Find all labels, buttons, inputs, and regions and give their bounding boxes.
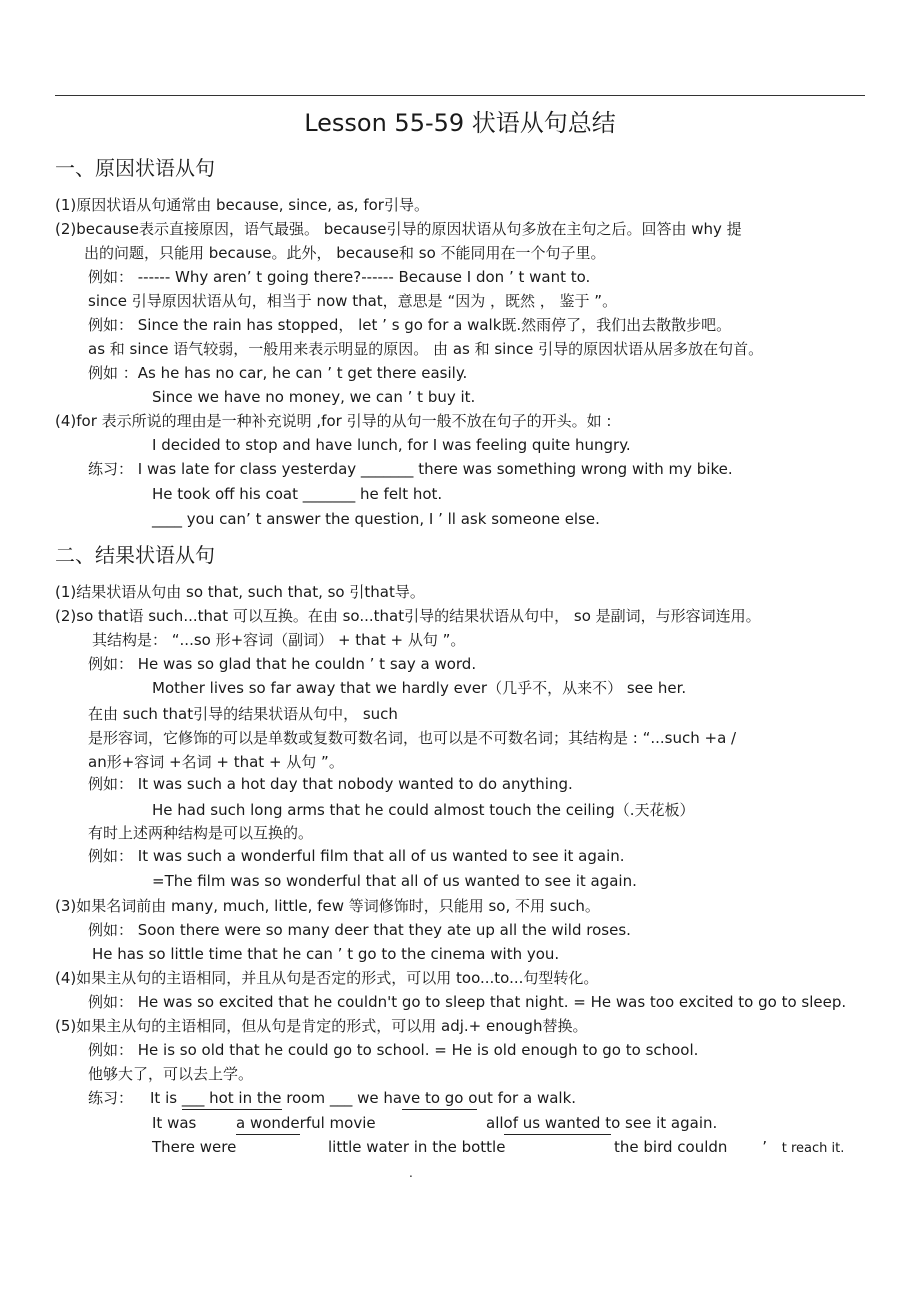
text-line: =The film was so wonderful that all of us wanted to see it again. — [152, 872, 637, 890]
section-heading-result: 二、结果状语从句 — [55, 543, 215, 567]
q1-part: It is — [150, 1089, 182, 1107]
q2-blank: a wonde — [236, 1112, 300, 1135]
q2-part: rful movie — [299, 1114, 376, 1132]
q3-part: t reach it. — [781, 1141, 845, 1156]
text-line: I decided to stop and have lunch, for I was feeling quite hungry. — [152, 436, 631, 454]
text-line: 是形容词，它修饰的可以是单数或复数可数名词，也可以是不可数名词；其结构是 : “...such +a / — [88, 729, 737, 747]
exercise-line: ____ you can’ t answer the question, I ’ ll ask someone else. — [152, 510, 600, 528]
q1-part: ut for a walk. — [477, 1089, 577, 1107]
q2-part: all — [486, 1114, 504, 1132]
text-line: 例如： He was so glad that he couldn ’ t say a word. — [88, 655, 477, 673]
q1-blank: ___ hot in the — [182, 1087, 282, 1110]
exercise-q3-start: There were — [152, 1138, 237, 1156]
text-line: 例如： It was such a hot day that nobody wanted to do anything. — [88, 775, 573, 793]
text-line: 例如： Since the rain has stopped， let ’ s go for a walk既.然雨停了，我们出去散散步吧。 — [88, 316, 732, 334]
exercise-q3-end — [614, 1136, 844, 1160]
q3-part: the bird couldn — [614, 1138, 728, 1156]
q2-blank: of us wanted t — [504, 1112, 612, 1135]
text-line: since 引导原因状语从句，相当于 now that，意思是 “因为 ，既然 ， 鉴于 ”。 — [88, 292, 618, 310]
text-line: 例如： ------ Why aren’ t going there?------ Because I don ’ t want to. — [88, 268, 591, 286]
text-line: Since we have no money, we can ’ t buy it. — [152, 388, 476, 406]
text-line: (4)for 表示所说的理由是一种补充说明 ,for 引导的从句一般不放在句子的开头。如 : — [55, 412, 612, 430]
exercise-q2-end — [486, 1112, 717, 1135]
exercise-line: 练习： I was late for class yesterday _______ there was something wrong with my bike. — [88, 460, 733, 478]
q2-part: o see it again. — [611, 1114, 718, 1132]
text-line: (4)如果主从句的主语相同，并且从句是否定的形式，可以用 too...to...句型转化。 — [55, 969, 599, 987]
text-line: an形+容词 +名词 + that + 从句 ”。 — [88, 753, 344, 771]
q1-blank: ve to go o — [402, 1087, 477, 1110]
top-rule — [55, 95, 865, 96]
text-line: Mother lives so far away that we hardly ever（几乎不，从来不） see her. — [152, 679, 687, 697]
footer-dot: . — [409, 1166, 413, 1180]
exercise-q3-middle: little water in the bottle — [328, 1138, 506, 1156]
text-line: 他够大了，可以去上学。 — [88, 1065, 254, 1083]
text-line: 在由 such that引导的结果状语从句中， such — [88, 705, 398, 723]
text-line: 例如： He is so old that he could go to school. = He is old enough to go to school. — [88, 1041, 699, 1059]
section-heading-cause: 一、原因状语从句 — [55, 156, 215, 180]
text-line: 有时上述两种结构是可以互换的。 — [88, 824, 314, 842]
page-title: Lesson 55-59 状语从句总结 — [304, 109, 616, 137]
exercise-q1 — [150, 1087, 576, 1110]
exercise-q2-middle — [236, 1112, 376, 1135]
text-line: 例如： It was such a wonderful film that all of us wanted to see it again. — [88, 847, 625, 865]
text-line: He has so little time that he can ’ t go to the cinema with you. — [92, 945, 560, 963]
text-line: 出的问题，只能用 because。此外， because和 so 不能同用在一个句子里。 — [84, 244, 606, 262]
text-line: as 和 since 语气较弱，一般用来表示明显的原因。 由 as 和 since 引导的原因状语从居多放在句首。 — [88, 340, 764, 358]
exercise-line: He took off his coat _______ he felt hot. — [152, 485, 443, 503]
text-line: (2)because表示直接原因，语气最强。 because引导的原因状语从句多放在主句之后。回答由 why 提 — [55, 220, 742, 238]
text-line: He had such long arms that he could almost touch the ceiling（.天花板） — [152, 801, 695, 819]
exercise-label: 练习： — [88, 1089, 134, 1107]
text-line: 例如 ：As he has no car, he can ’ t get there easily. — [88, 364, 468, 382]
text-line: 例如： Soon there were so many deer that they ate up all the wild roses. — [88, 921, 631, 939]
text-line: (2)so that语 such...that 可以互换。在由 so...that引导的结果状语从句中， so 是副词，与形容词连用。 — [55, 607, 761, 625]
text-line: 例如： He was so excited that he couldn't go to sleep that night. = He was too excited to go to sleep. — [88, 993, 847, 1011]
q1-part: room ___ we ha — [281, 1089, 403, 1107]
q2-part: It was — [152, 1114, 197, 1132]
text-line: (3)如果名词前由 many, much, little, few 等词修饰时，只能用 so, 不用 such。 — [55, 897, 600, 915]
text-line: (5)如果主从句的主语相同，但从句是肯定的形式，可以用 adj.+ enough替换。 — [55, 1017, 588, 1035]
text-line: (1)结果状语从句由 so that, such that, so 引that导。 — [55, 583, 425, 601]
q3-apostrophe: ’ — [762, 1138, 767, 1156]
exercise-q2 — [152, 1112, 196, 1134]
text-line: 其结构是： “...so 形+容词（副词） + that + 从句 ”。 — [92, 631, 466, 649]
text-line: (1)原因状语从句通常由 because, since, as, for引导。 — [55, 196, 429, 214]
